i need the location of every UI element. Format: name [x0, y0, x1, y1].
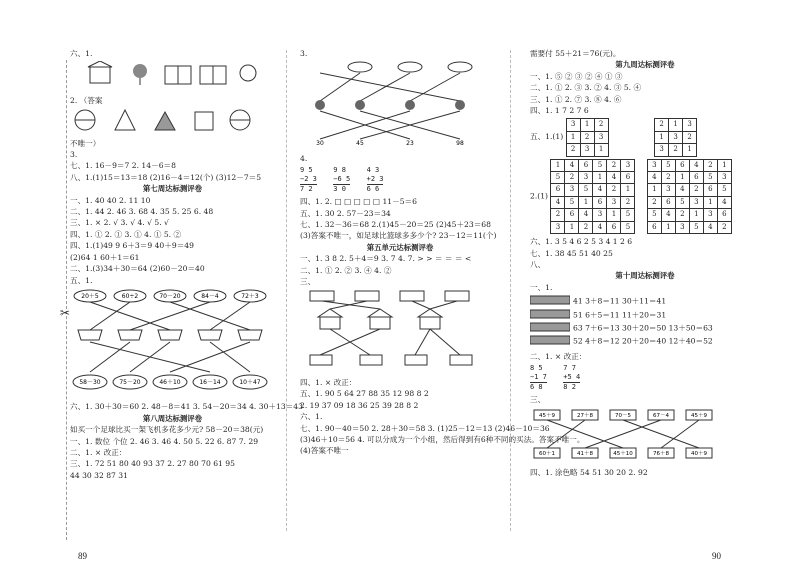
- text-line: 四、1. 涂色略 54 51 30 20 2. 92: [530, 467, 648, 477]
- house-label: 45＋9: [691, 412, 707, 419]
- text-line: 2. （答案: [70, 95, 103, 105]
- house-label: 70－5: [615, 412, 631, 419]
- column-divider: [286, 50, 287, 531]
- counting-blocks-icon: [530, 295, 570, 308]
- oval-label: 84－4: [201, 292, 219, 300]
- text-line: 2. 19 37 09 18 36 25 39 28 8 2: [300, 400, 419, 410]
- birds-houses-figure: [300, 289, 500, 374]
- abacus-rows: [530, 295, 760, 349]
- grid-6x6: 3 5 6 4 2 1 4 2 1 6 5 3 1 3 4 2 6 5 2 6 5 3 1 4 5 4 2 1 3 6 6 1 3 5 4 2: [647, 159, 732, 234]
- section-heading: 第五单元达标测评卷: [366, 242, 434, 252]
- text-line: 44 30 32 87 31: [70, 470, 128, 480]
- text-line: 二、1. ① 2. ③ 3. ② 4. ③ 5. ④: [530, 83, 642, 93]
- vertical-calc: 4 3 +2 3 6 6: [366, 166, 384, 194]
- counting-blocks-icon: [530, 335, 570, 348]
- text-line: 七、1. 90－40＝50 2. 28＋30＝58 3. (1)25－12＝13 (2)46－10＝36: [300, 423, 550, 433]
- right-page-col: [530, 48, 760, 478]
- text-line: 不唯一）: [70, 138, 101, 148]
- house-label: 27＋8: [577, 412, 593, 419]
- house-label: 41＋8: [577, 450, 593, 457]
- text-line: 八、1.(1)15＝13＝18 (2)16－4＝12(个) (3)12－7＝5: [70, 172, 262, 182]
- text-line: 需要付 55＋21＝76(元)。: [530, 49, 621, 58]
- house-matching-figure: [530, 408, 720, 462]
- text-line: 一、1. 40 40 2. 11 10: [70, 195, 151, 205]
- tangram-figure: [70, 108, 270, 132]
- counting-blocks-icon: [530, 309, 570, 322]
- house-label: 60＋1: [539, 450, 555, 457]
- text-line: 四、1.(1)49 9 6＋3＝9 40＋9＝49: [70, 241, 194, 251]
- text-line: 六、1. 3 5 4 6 2 5 3 4 1 2 6: [530, 237, 633, 247]
- text-line: 五、1.: [70, 275, 93, 285]
- text-line: 三、: [300, 277, 316, 287]
- basket-label: 58－30: [79, 378, 101, 386]
- text-line: 四、1. 2. □ □ □ □ □ 11－5＝6: [300, 197, 417, 207]
- text-line: 三、: [530, 395, 546, 405]
- scissors-icon: ✂: [60, 306, 71, 320]
- text-line: 四、1. × 改正：: [300, 377, 357, 387]
- grid-3x3: 2 1 3 1 3 2 3 2 1: [654, 118, 697, 156]
- abacus-row: 63 7＋6＝13 30＋20＝50 13＋50＝63: [573, 323, 713, 333]
- text-line: 三、1. ① 2. ⑦ 3. ⑧ 4. ⑥: [530, 94, 622, 104]
- oval-label: 60÷2: [121, 292, 139, 300]
- animals-figure: [300, 61, 500, 150]
- text-line: 3.: [70, 150, 78, 160]
- text-line: 如买一个足球比买一架飞机多花多少元? 58－20＝38(元): [70, 425, 264, 435]
- abacus-row: 52 4＋8＝12 20＋20＝40 12＋40＝52: [573, 337, 713, 347]
- text-line: 八、: [530, 259, 546, 269]
- text-line: 四、1. ① 2. ① 3. ① 4. ① 5. ②: [70, 229, 182, 239]
- section-heading: 第十周达标测评卷: [615, 271, 675, 281]
- text-line: (3)46＋10＝56 4. 可以分成为一个小组，然后得到有6种不同的买法。答案不唯一。: [300, 434, 585, 444]
- page-number: 90: [712, 551, 721, 561]
- animal-label: 98: [456, 140, 464, 148]
- text-line: 二、1. 44 2. 46 3. 68 4. 35 5. 25 6. 48: [70, 207, 214, 217]
- vertical-calc: 9 5 −2 3 7 2: [300, 166, 317, 194]
- text-line: 三、1. × 2. √ 3. √ 4. √ 5. √: [70, 218, 169, 228]
- matching-figure: [70, 288, 275, 399]
- text-line: 一、1. 3 8 2. 5＋4＝9 3. 7 4. 7. > > ＝ ＝ ＝ <: [300, 254, 472, 264]
- text-line: 二、1. × 改正：: [530, 351, 587, 361]
- basket-label: 10＋47: [239, 378, 261, 386]
- column-divider: [510, 50, 511, 531]
- text-line: 一、1. ⑤ ② ③ ② ④ ① ③: [530, 71, 623, 81]
- animal-matching: [300, 61, 490, 147]
- large-grids: 2.(1) 1 4 6 5 2 3 5 2 3 1 4 6 6 3 5 4 2 1 4 5 1 6 3 2 2 6 4 3 1 5 3 1 2 4 6 5 3 5 6 4 2 1 4 2 1 6 5 3 1 3 4 2 6 5 2 6 5 3 1 4 5 4 2 1 3 6 6 1 3 5 4 2: [530, 159, 760, 234]
- vertical-calcs: [530, 364, 760, 392]
- text-line: 二、1. ① 2. ② 3. ④ 4. ②: [300, 265, 392, 275]
- small-grids: 五、1.(1) 3 1 2 1 2 3 2 3 1 2 1 3 1 3 2 3 2 1: [530, 118, 760, 156]
- text-line: 一、1. 数位 个位 2. 46 3. 46 4. 50 5. 22 6. 87 7. 29: [70, 436, 259, 446]
- section-heading: 第七周达标测评卷: [142, 184, 203, 194]
- figure-houses: [70, 61, 275, 92]
- section-heading: 第八周达标测评卷: [142, 413, 203, 423]
- text-line: 二、1.(3)34＋30＝64 (2)60－20＝40: [70, 264, 205, 274]
- house-label: 45＋9: [539, 412, 555, 419]
- grid-6x6: 1 4 6 5 2 3 5 2 3 1 4 6 6 3 5 4 2 1 4 5 1 6 3 2 2 6 4 3 1 5 3 1 2 4 6 5: [550, 159, 635, 234]
- ovals-baskets-matching: [70, 288, 270, 396]
- text-line: 七、1. 32－36＝68 2.(1)45－20＝25 (2)45＋23＝68: [300, 220, 491, 230]
- text-line: 三、1. 72 51 80 40 93 37 2. 27 80 70 61 95: [70, 459, 235, 469]
- counting-blocks-icon: [530, 322, 570, 335]
- houses-matching: [530, 408, 760, 465]
- text-line: 一、1.: [530, 282, 553, 292]
- animal-label: 45: [356, 140, 364, 148]
- basket-label: 16－14: [199, 378, 221, 386]
- text-line: 二、1. × 改正：: [70, 447, 127, 457]
- text-line: 4.: [300, 153, 308, 163]
- house-label: 45＋10: [613, 450, 633, 457]
- text-line: 六、1.: [70, 49, 93, 58]
- house-label: 40＋9: [691, 450, 707, 457]
- house-label: 76＋8: [653, 450, 669, 457]
- basket-label: 75－20: [119, 378, 141, 386]
- section-heading: 第九周达标测评卷: [615, 60, 675, 70]
- text-line: 七、1. 16－9＝7 2. 14－6＝8: [70, 161, 176, 171]
- house-label: 67－4: [653, 412, 669, 419]
- text-line: (4)答案不唯一: [300, 446, 349, 456]
- house-tree-figure: [70, 61, 270, 89]
- text-line: 四、1. 1 7 2 7 6: [530, 106, 589, 116]
- oval-label: 70－20: [159, 292, 181, 300]
- figure-shapes: [70, 108, 275, 135]
- text-line: 3.: [300, 49, 308, 58]
- text-line: 五、1. 30 2. 57－23＝34: [300, 208, 391, 218]
- oval-label: 20＋5: [81, 292, 99, 300]
- abacus-row: 41 3＋8＝11 30＋11＝41: [573, 296, 667, 306]
- vertical-calc: 7 7 +5 4 8 2: [563, 364, 581, 392]
- animal-label: 30: [316, 140, 324, 148]
- text-line: 六、1. 30＋30＝60 2. 48－8＝41 3. 54－20＝34 4. 30＋13＝43: [70, 402, 303, 412]
- vertical-calc: 8 5 −1 7 6 8: [530, 364, 547, 392]
- left-page-col-1: [70, 48, 303, 481]
- text-line: (3)答案不唯一，如足球比篮球多多少个? 23－12＝11(个): [300, 231, 497, 241]
- text-line: (2)64 1 60＋1＝61: [70, 252, 140, 262]
- grid-3x3: 3 1 2 1 2 3 2 3 1: [566, 118, 609, 156]
- animal-label: 23: [406, 140, 414, 148]
- vertical-calc: 9 8 −6 5 3 0: [333, 166, 351, 194]
- abacus-row: 51 6＋5＝11 11＋20＝31: [573, 310, 667, 320]
- page-number: 89: [78, 551, 87, 561]
- basket-label: 46＋10: [159, 378, 181, 386]
- text-line: 五、1. 90 5 64 27 88 35 12 98 8 2: [300, 389, 429, 399]
- oval-label: 72＋3: [241, 292, 259, 300]
- text-line: 七、1. 38 45 51 40 25: [530, 248, 613, 258]
- vertical-calcs: [300, 166, 500, 194]
- bird-house-matching: [300, 289, 490, 371]
- text-line: 六、1.: [300, 412, 323, 422]
